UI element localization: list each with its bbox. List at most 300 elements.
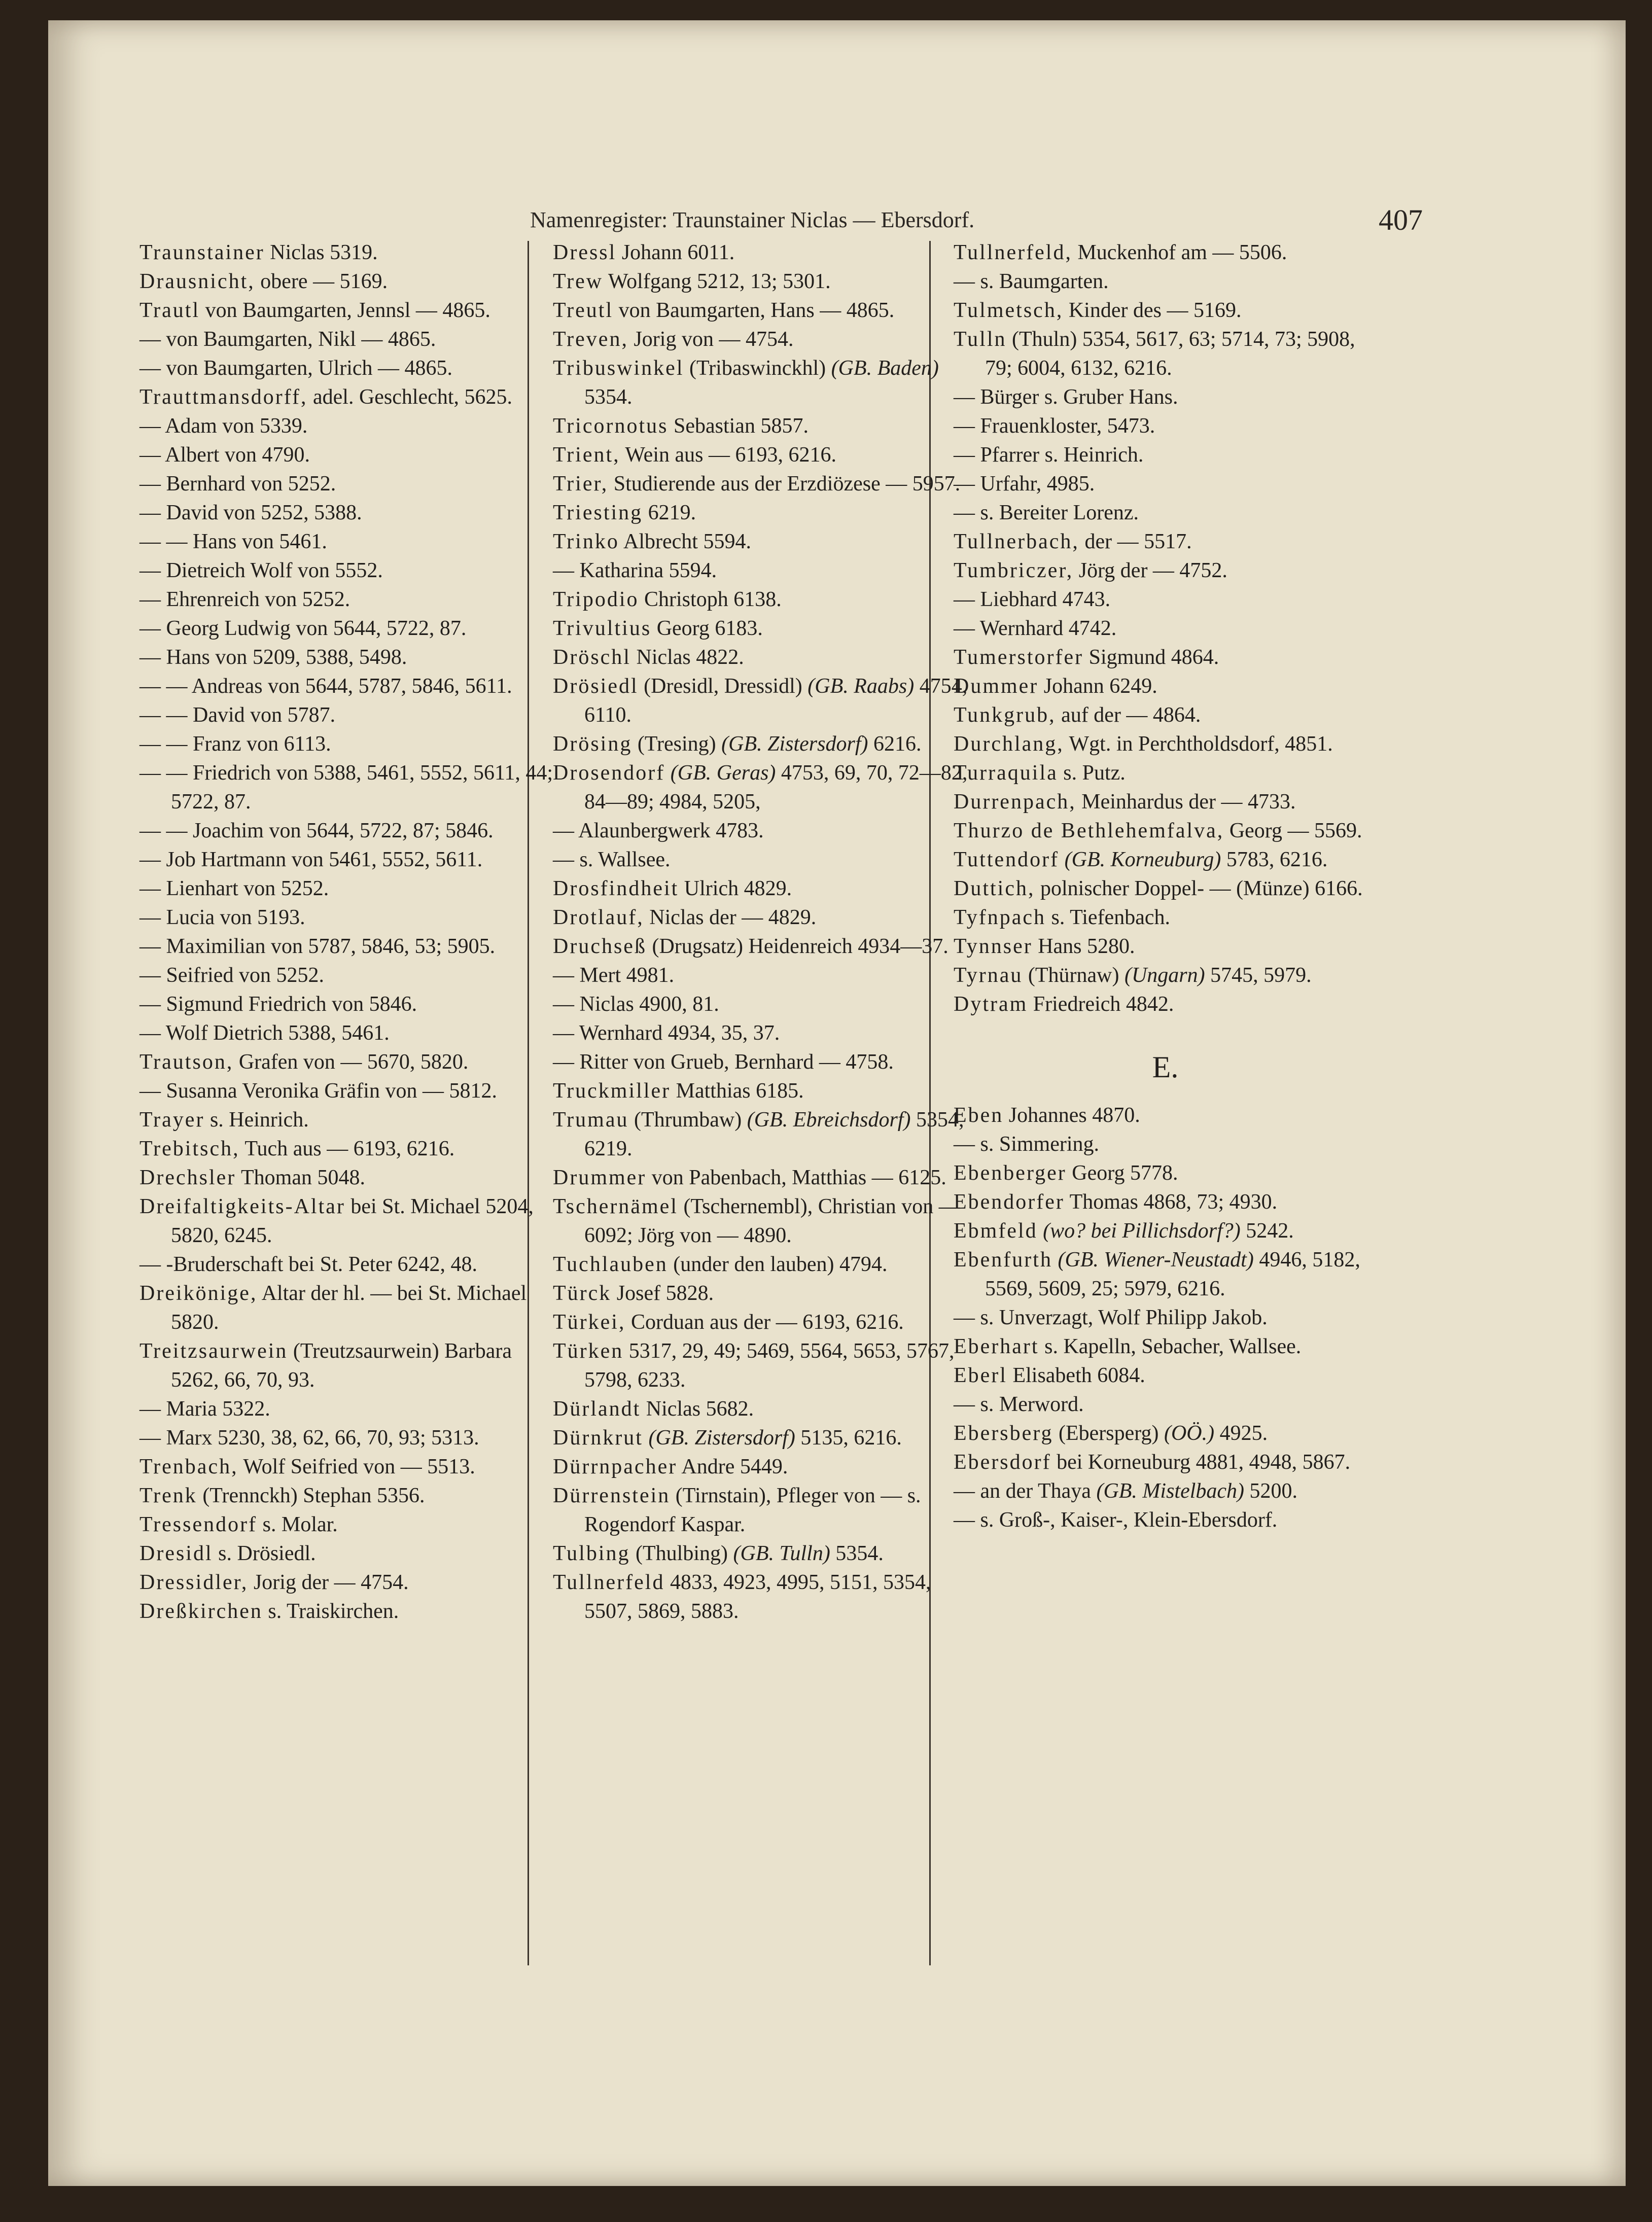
- index-entry: [553, 1337, 969, 1395]
- index-entry: [954, 730, 1377, 759]
- index-entry: [139, 383, 563, 412]
- entry-text: (Thuln) 5354, 5617, 63; 5714, 73; 5908, 79; 6004, 6132, 6216.: [985, 328, 1355, 380]
- entry-keyword: Tricornotus: [553, 414, 669, 438]
- index-entry: [553, 585, 969, 614]
- entry-location: (GB. Korneuburg): [1064, 848, 1221, 871]
- entry-keyword: Trivultius: [553, 617, 652, 640]
- entry-text: Wgt. in Perchtholdsdorf, 4851.: [1064, 732, 1333, 756]
- index-entry: [553, 730, 969, 759]
- entry-text: [1052, 1248, 1058, 1272]
- index-entry: [553, 354, 969, 412]
- index-entry: [139, 1135, 563, 1163]
- entry-text: Andre 5449.: [677, 1455, 788, 1478]
- index-entry: [139, 903, 563, 932]
- index-column-3: [954, 238, 1377, 1535]
- entry-keyword: Treutl: [553, 299, 614, 322]
- entry-keyword: Drechsler: [139, 1166, 236, 1189]
- entry-text: Matthias 6185.: [671, 1079, 804, 1103]
- index-entry: [553, 932, 969, 961]
- entry-text: — Wernhard 4742.: [954, 617, 1117, 640]
- index-entry: [139, 1395, 563, 1424]
- entry-text: [643, 1426, 649, 1450]
- index-entry: [954, 325, 1377, 383]
- entry-text: — von Baumgarten, Nikl — 4865.: [139, 328, 436, 351]
- entry-text: [1038, 1219, 1043, 1243]
- index-entry: [139, 527, 563, 556]
- index-entry: [139, 267, 563, 296]
- running-title: Namenregister: Traunstainer Niclas — Ebersdorf.: [530, 207, 975, 232]
- entry-keyword: Dürrnpacher: [553, 1455, 678, 1478]
- index-entry: [954, 903, 1377, 932]
- index-entry: [553, 1482, 969, 1539]
- page-number: 407: [1379, 203, 1423, 236]
- entry-keyword: Türkei,: [553, 1311, 626, 1334]
- entry-text: Josef 5828.: [611, 1282, 714, 1305]
- entry-text: s. Putz.: [1058, 761, 1126, 785]
- entry-keyword: Drosendorf: [553, 761, 665, 785]
- page-header: [48, 203, 1626, 242]
- entry-text: der — 5517.: [1079, 530, 1192, 553]
- entry-keyword: Trebitsch,: [139, 1137, 240, 1160]
- entry-references: 5354.: [584, 385, 632, 409]
- entry-references: 5783, 6216.: [1221, 848, 1328, 871]
- entry-text: Jorig von — 4754.: [628, 328, 794, 351]
- entry-location: (GB. Tulln): [733, 1542, 830, 1565]
- index-entry: [553, 527, 969, 556]
- entry-text: — — Andreas von 5644, 5787, 5846, 5611.: [139, 675, 512, 698]
- entry-keyword: Durchlang,: [954, 732, 1064, 756]
- entry-text: Christoph 6138.: [639, 588, 782, 611]
- entry-text: Johann 6249.: [1038, 675, 1157, 698]
- entry-keyword: Tyrnau: [954, 964, 1023, 987]
- index-entry: [139, 1192, 563, 1250]
- entry-text: — Dietreich Wolf von 5552.: [139, 559, 383, 582]
- index-entry: [139, 701, 563, 730]
- entry-text: — Adam von 5339.: [139, 414, 308, 438]
- entry-text: 4833, 4923, 4995, 5151, 5354, 5507, 5869, 5883.: [584, 1571, 931, 1623]
- index-entry: [954, 1361, 1377, 1390]
- entry-keyword: Tulln: [954, 328, 1007, 351]
- index-entry: [553, 614, 969, 643]
- index-entry: [139, 1337, 563, 1395]
- entry-keyword: Dürlandt: [553, 1397, 641, 1421]
- index-entry: [954, 412, 1377, 441]
- index-entry: [954, 1332, 1377, 1361]
- index-entry: [139, 585, 563, 614]
- entry-text: Wolf Seifried von — 5513.: [238, 1455, 475, 1478]
- index-entry: [954, 1477, 1377, 1506]
- entry-location: (OÖ.): [1164, 1422, 1215, 1445]
- entry-keyword: Traunstainer: [139, 241, 265, 264]
- index-entry: [954, 1159, 1377, 1188]
- index-entry: [954, 383, 1377, 412]
- index-entry: [139, 614, 563, 643]
- index-entry: [139, 672, 563, 701]
- entry-text: Sigmund 4864.: [1083, 646, 1219, 669]
- entry-keyword: Tullnerfeld,: [954, 241, 1072, 264]
- entry-text: Georg 5778.: [1066, 1161, 1178, 1185]
- entry-text: Jorig der — 4754.: [248, 1571, 409, 1594]
- index-entry: [553, 556, 969, 585]
- entry-text: — Sigmund Friedrich von 5846.: [139, 993, 417, 1016]
- index-entry: [553, 267, 969, 296]
- index-entry: [954, 643, 1377, 672]
- index-entry: [954, 1130, 1377, 1159]
- index-entry: [954, 238, 1377, 267]
- entry-text: s. Drösiedl.: [213, 1542, 316, 1565]
- entry-text: — Albert von 4790.: [139, 443, 310, 467]
- index-entry: [954, 441, 1377, 470]
- index-entry: [139, 961, 563, 990]
- entry-keyword: Trenbach,: [139, 1455, 238, 1478]
- entry-text: bei Korneuburg 4881, 4948, 5867.: [1051, 1451, 1351, 1474]
- index-entry: [139, 817, 563, 845]
- entry-references: 5354.: [830, 1542, 884, 1565]
- entry-text: — -Bruderschaft bei St. Peter 6242, 48.: [139, 1253, 478, 1276]
- entry-text: — Pfarrer s. Heinrich.: [954, 443, 1144, 467]
- entry-text: (Thürnaw): [1023, 964, 1124, 987]
- index-entry: [553, 1192, 969, 1250]
- index-entry: [553, 643, 969, 672]
- index-entry: [954, 1506, 1377, 1535]
- index-entry: [553, 903, 969, 932]
- index-entry: [553, 817, 969, 845]
- entry-keyword: Türken: [553, 1339, 624, 1363]
- index-entry: [139, 296, 563, 325]
- entry-text: Georg — 5569.: [1224, 819, 1362, 842]
- index-entry: [553, 990, 969, 1019]
- entry-text: — Maria 5322.: [139, 1397, 270, 1421]
- entry-text: — Ehrenreich von 5252.: [139, 588, 350, 611]
- index-entry: [139, 1048, 563, 1077]
- entry-keyword: Treven,: [553, 328, 628, 351]
- entry-text: — — David von 5787.: [139, 703, 336, 727]
- entry-text: — s. Unverzagt, Wolf Philipp Jakob.: [954, 1306, 1268, 1329]
- entry-text: — von Baumgarten, Ulrich — 4865.: [139, 357, 453, 380]
- index-entry: [553, 1048, 969, 1077]
- index-entry: [139, 643, 563, 672]
- index-entry: [139, 1019, 563, 1048]
- index-entry: [553, 1453, 969, 1482]
- entry-keyword: Ebersdorf: [954, 1451, 1051, 1474]
- index-entry: [954, 788, 1377, 817]
- entry-keyword: Trauttmansdorff,: [139, 385, 308, 409]
- entry-references: 5242.: [1240, 1219, 1294, 1243]
- entry-text: — Maximilian von 5787, 5846, 53; 5905.: [139, 935, 496, 958]
- entry-text: Albrecht 5594.: [619, 530, 751, 553]
- entry-text: — s. Simmering.: [954, 1133, 1100, 1156]
- entry-text: Altar der hl. — bei St. Michael 5820.: [171, 1282, 527, 1334]
- entry-references: 4925.: [1214, 1422, 1268, 1445]
- entry-keyword: Tullnerfeld: [553, 1571, 665, 1594]
- entry-keyword: Ebendorfer: [954, 1190, 1065, 1214]
- entry-text: — s. Wallsee.: [553, 848, 671, 871]
- index-entry: [139, 1597, 563, 1626]
- entry-text: (Tirnstain), Pfleger von — s. Rogendorf Kaspar.: [584, 1484, 921, 1536]
- entry-references: 4754, 6110.: [584, 675, 968, 727]
- entry-text: Elisabeth 6084.: [1007, 1364, 1145, 1387]
- entry-text: auf der — 4864.: [1056, 703, 1201, 727]
- index-entry: [139, 354, 563, 383]
- index-entry: [954, 817, 1377, 845]
- entry-text: Niclas der — 4829.: [644, 906, 817, 929]
- entry-text: von Baumgarten, Jennsl — 4865.: [200, 299, 490, 322]
- index-entry: [139, 759, 563, 817]
- entry-references: 5200.: [1244, 1479, 1298, 1503]
- entry-text: Georg 6183.: [651, 617, 763, 640]
- index-entry: [553, 1424, 969, 1453]
- entry-text: Friedreich 4842.: [1028, 993, 1174, 1016]
- entry-text: von Pabenbach, Matthias — 6125.: [646, 1166, 946, 1189]
- entry-keyword: Ebenberger: [954, 1161, 1067, 1185]
- entry-keyword: Eberl: [954, 1364, 1007, 1387]
- entry-keyword: Dummer: [954, 675, 1039, 698]
- entry-keyword: Dytram: [954, 993, 1028, 1016]
- entry-keyword: Turraquila: [954, 761, 1058, 785]
- entry-text: 6219.: [643, 501, 696, 524]
- index-entry: [954, 1303, 1377, 1332]
- entry-keyword: Trayer: [139, 1108, 205, 1132]
- index-entry: [139, 1482, 563, 1510]
- entry-text: Tuch aus — 6193, 6216.: [239, 1137, 455, 1160]
- entry-keyword: Türck: [553, 1282, 612, 1305]
- index-entry: [553, 1539, 969, 1568]
- entry-text: (Thrumbaw): [628, 1108, 747, 1132]
- index-entry: [553, 845, 969, 874]
- entry-text: — s. Bereiter Lorenz.: [954, 501, 1139, 524]
- entry-keyword: Tuttendorf: [954, 848, 1060, 871]
- entry-text: — David von 5252, 5388.: [139, 501, 362, 524]
- index-entry: [954, 1188, 1377, 1217]
- index-entry: [553, 961, 969, 990]
- entry-text: Johann 6011.: [616, 241, 735, 264]
- index-column-2: [553, 238, 969, 1626]
- entry-references: 5354, 6219.: [584, 1108, 964, 1160]
- entry-keyword: Trautson,: [139, 1050, 234, 1074]
- entry-text: Thoman 5048.: [236, 1166, 365, 1189]
- index-entry: [139, 1077, 563, 1106]
- index-entry: [553, 325, 969, 354]
- entry-text: s. Tiefenbach.: [1046, 906, 1170, 929]
- index-entry: [954, 759, 1377, 788]
- entry-text: — — Hans von 5461.: [139, 530, 327, 553]
- index-entry: [139, 1424, 563, 1453]
- entry-keyword: Treitzsaurwein: [139, 1339, 288, 1363]
- entry-text: — Bürger s. Gruber Hans.: [954, 385, 1178, 409]
- entry-text: — Job Hartmann von 5461, 5552, 5611.: [139, 848, 483, 871]
- index-entry: [553, 874, 969, 903]
- entry-keyword: Duttich,: [954, 877, 1035, 900]
- entry-text: Ulrich 4829.: [679, 877, 792, 900]
- entry-text: (Treutzsaurwein) Barbara 5262, 66, 70, 93.: [171, 1339, 512, 1392]
- entry-text: obere — 5169.: [255, 270, 388, 293]
- index-entry: [954, 701, 1377, 730]
- entry-text: Meinhardus der — 4733.: [1076, 790, 1296, 814]
- entry-keyword: Ebmfeld: [954, 1219, 1038, 1243]
- entry-text: Wolfgang 5212, 13; 5301.: [603, 270, 831, 293]
- index-entry: [139, 990, 563, 1019]
- entry-text: — Katharina 5594.: [553, 559, 717, 582]
- entry-text: — Niclas 4900, 81.: [553, 993, 719, 1016]
- entry-keyword: Dreifaltigkeits-Altar: [139, 1195, 345, 1218]
- index-entry: [553, 1106, 969, 1163]
- entry-text: Corduan aus der — 6193, 6216.: [625, 1311, 904, 1334]
- index-entry: [553, 441, 969, 470]
- index-entry: [553, 296, 969, 325]
- entry-keyword: Tripodio: [553, 588, 639, 611]
- entry-keyword: Tulmetsch,: [954, 299, 1064, 322]
- index-entry: [954, 961, 1377, 990]
- entry-location: (GB. Zistersdorf): [648, 1426, 795, 1450]
- index-entry: [139, 1279, 563, 1337]
- index-entry: [954, 672, 1377, 701]
- entry-text: — — Joachim von 5644, 5722, 87; 5846.: [139, 819, 494, 842]
- entry-keyword: Drösing: [553, 732, 632, 756]
- entry-location: (GB. Wiener-Neustadt): [1058, 1248, 1254, 1272]
- entry-text: — s. Merword.: [954, 1393, 1084, 1416]
- entry-keyword: Dürnkrut: [553, 1426, 643, 1450]
- index-entry: [553, 499, 969, 527]
- entry-text: (Trennckh) Stephan 5356.: [197, 1484, 425, 1507]
- index-entry: [139, 874, 563, 903]
- index-column-1: [139, 238, 563, 1626]
- entry-location: (GB. Ebreichsdorf): [747, 1108, 911, 1132]
- index-entry: [139, 932, 563, 961]
- index-entry: [553, 1279, 969, 1308]
- entry-keyword: Dressl: [553, 241, 617, 264]
- entry-text: (Thulbing): [630, 1542, 733, 1565]
- entry-text: Johannes 4870.: [1003, 1104, 1140, 1127]
- entry-location: (GB. Baden): [831, 357, 939, 380]
- entry-location: (GB. Zistersdorf): [721, 732, 868, 756]
- entry-text: — Alaunbergwerk 4783.: [553, 819, 764, 842]
- entry-references: 4753, 69, 70, 72—82, 84—89; 4984, 5205,: [584, 761, 968, 814]
- entry-keyword: Tyfnpach: [954, 906, 1046, 929]
- entry-text: — Marx 5230, 38, 62, 66, 70, 93; 5313.: [139, 1426, 479, 1450]
- entry-text: s. Heinrich.: [204, 1108, 309, 1132]
- index-entry: [553, 1395, 969, 1424]
- index-entry: [954, 874, 1377, 903]
- entry-text: (Tschernembl), Christian von — 6092; Jörg von — 4890.: [584, 1195, 960, 1247]
- entry-references: 4946, 5182, 5569, 5609, 25; 5979, 6216.: [985, 1248, 1360, 1300]
- index-entry: [954, 932, 1377, 961]
- entry-text: — Urfahr, 4985.: [954, 472, 1095, 496]
- entry-location: (Ungarn): [1124, 964, 1205, 987]
- index-entry: [139, 1106, 563, 1135]
- entry-text: Kinder des — 5169.: [1063, 299, 1242, 322]
- entry-text: — s. Groß-, Kaiser-, Klein-Ebersdorf.: [954, 1508, 1278, 1532]
- index-entry: [954, 296, 1377, 325]
- index-entry: [954, 1390, 1377, 1419]
- entry-text: (Tresing): [632, 732, 722, 756]
- entry-text: — an der Thaya: [954, 1479, 1097, 1503]
- entry-text: — Ritter von Grueb, Bernhard — 4758.: [553, 1050, 894, 1074]
- index-entry: [553, 1250, 969, 1279]
- index-entry: [553, 1019, 969, 1048]
- entry-location: (GB. Mistelbach): [1096, 1479, 1245, 1503]
- entry-keyword: Tumbriczer,: [954, 559, 1074, 582]
- entry-text: Niclas 4822.: [630, 646, 744, 669]
- entry-location: (GB. Geras): [670, 761, 776, 785]
- index-entry: [954, 845, 1377, 874]
- index-entry: [139, 845, 563, 874]
- entry-keyword: Trumau: [553, 1108, 629, 1132]
- index-entry: [139, 1250, 563, 1279]
- entry-text: (Drugsatz) Heidenreich 4934—37.: [646, 935, 948, 958]
- entry-text: 5317, 29, 49; 5469, 5564, 5653, 5767, 5798, 6233.: [584, 1339, 955, 1392]
- entry-text: [665, 761, 671, 785]
- entry-text: Wein aus — 6193, 6216.: [620, 443, 836, 467]
- entry-text: polnischer Doppel- — (Münze) 6166.: [1035, 877, 1363, 900]
- entry-references: 5135, 6216.: [795, 1426, 902, 1450]
- entry-keyword: Eben: [954, 1104, 1004, 1127]
- entry-text: s. Traiskirchen.: [262, 1600, 399, 1623]
- entry-keyword: Drosfindheit: [553, 877, 679, 900]
- index-entry: [139, 441, 563, 470]
- entry-text: Thomas 4868, 73; 4930.: [1064, 1190, 1278, 1214]
- entry-keyword: Ebersberg: [954, 1422, 1053, 1445]
- entry-keyword: Tribuswinkel: [553, 357, 684, 380]
- entry-text: — Frauenkloster, 5473.: [954, 414, 1155, 438]
- entry-keyword: Dreikönige,: [139, 1282, 258, 1305]
- entry-location: (GB. Raabs): [807, 675, 915, 698]
- entry-keyword: Trenk: [139, 1484, 197, 1507]
- index-entry: [139, 470, 563, 499]
- entry-text: — Susanna Veronika Gräfin von — 5812.: [139, 1079, 497, 1103]
- index-entry: [553, 1163, 969, 1192]
- entry-text: Hans 5280.: [1032, 935, 1135, 958]
- entry-keyword: Druchseß: [553, 935, 647, 958]
- entry-keyword: Triesting: [553, 501, 643, 524]
- index-entry: [553, 470, 969, 499]
- entry-keyword: Drummer: [553, 1166, 647, 1189]
- index-entry: [553, 672, 969, 730]
- entry-text: — Seifried von 5252.: [139, 964, 324, 987]
- index-entry: [139, 238, 563, 267]
- entry-text: — Mert 4981.: [553, 964, 675, 987]
- entry-keyword: Ebenfurth: [954, 1248, 1052, 1272]
- entry-text: — Georg Ludwig von 5644, 5722, 87.: [139, 617, 467, 640]
- entry-keyword: Dressidler,: [139, 1571, 249, 1594]
- entry-keyword: Tschernämel: [553, 1195, 678, 1218]
- index-entry: [954, 1448, 1377, 1477]
- index-entry: [954, 1101, 1377, 1130]
- entry-text: — Bernhard von 5252.: [139, 472, 336, 496]
- index-entry: [553, 1077, 969, 1106]
- entry-text: (under den lauben) 4794.: [667, 1253, 888, 1276]
- entry-text: Niclas 5682.: [641, 1397, 754, 1421]
- index-entry: [139, 556, 563, 585]
- index-entry: [954, 470, 1377, 499]
- entry-keyword: Tunkgrub,: [954, 703, 1056, 727]
- entry-keyword: Tuchlauben: [553, 1253, 668, 1276]
- entry-text: bei St. Michael 5204, 5820, 6245.: [171, 1195, 534, 1247]
- section-letter: E.: [1152, 1050, 1179, 1084]
- entry-keyword: Durrenpach,: [954, 790, 1076, 814]
- index-entry: [954, 1246, 1377, 1303]
- entry-text: Sebastian 5857.: [668, 414, 809, 438]
- index-entry: [954, 614, 1377, 643]
- entry-keyword: Tynnser: [954, 935, 1033, 958]
- entry-text: adel. Geschlecht, 5625.: [307, 385, 513, 409]
- entry-text: Jörg der — 4752.: [1073, 559, 1227, 582]
- entry-text: — — Friedrich von 5388, 5461, 5552, 5611, 44; 5722, 87.: [139, 761, 553, 814]
- entry-references: 6216.: [868, 732, 922, 756]
- entry-keyword: Drotlauf,: [553, 906, 644, 929]
- entry-keyword: Thurzo de Bethlehemfalva,: [954, 819, 1224, 842]
- index-entry: [954, 527, 1377, 556]
- entry-text: — s. Baumgarten.: [954, 270, 1109, 293]
